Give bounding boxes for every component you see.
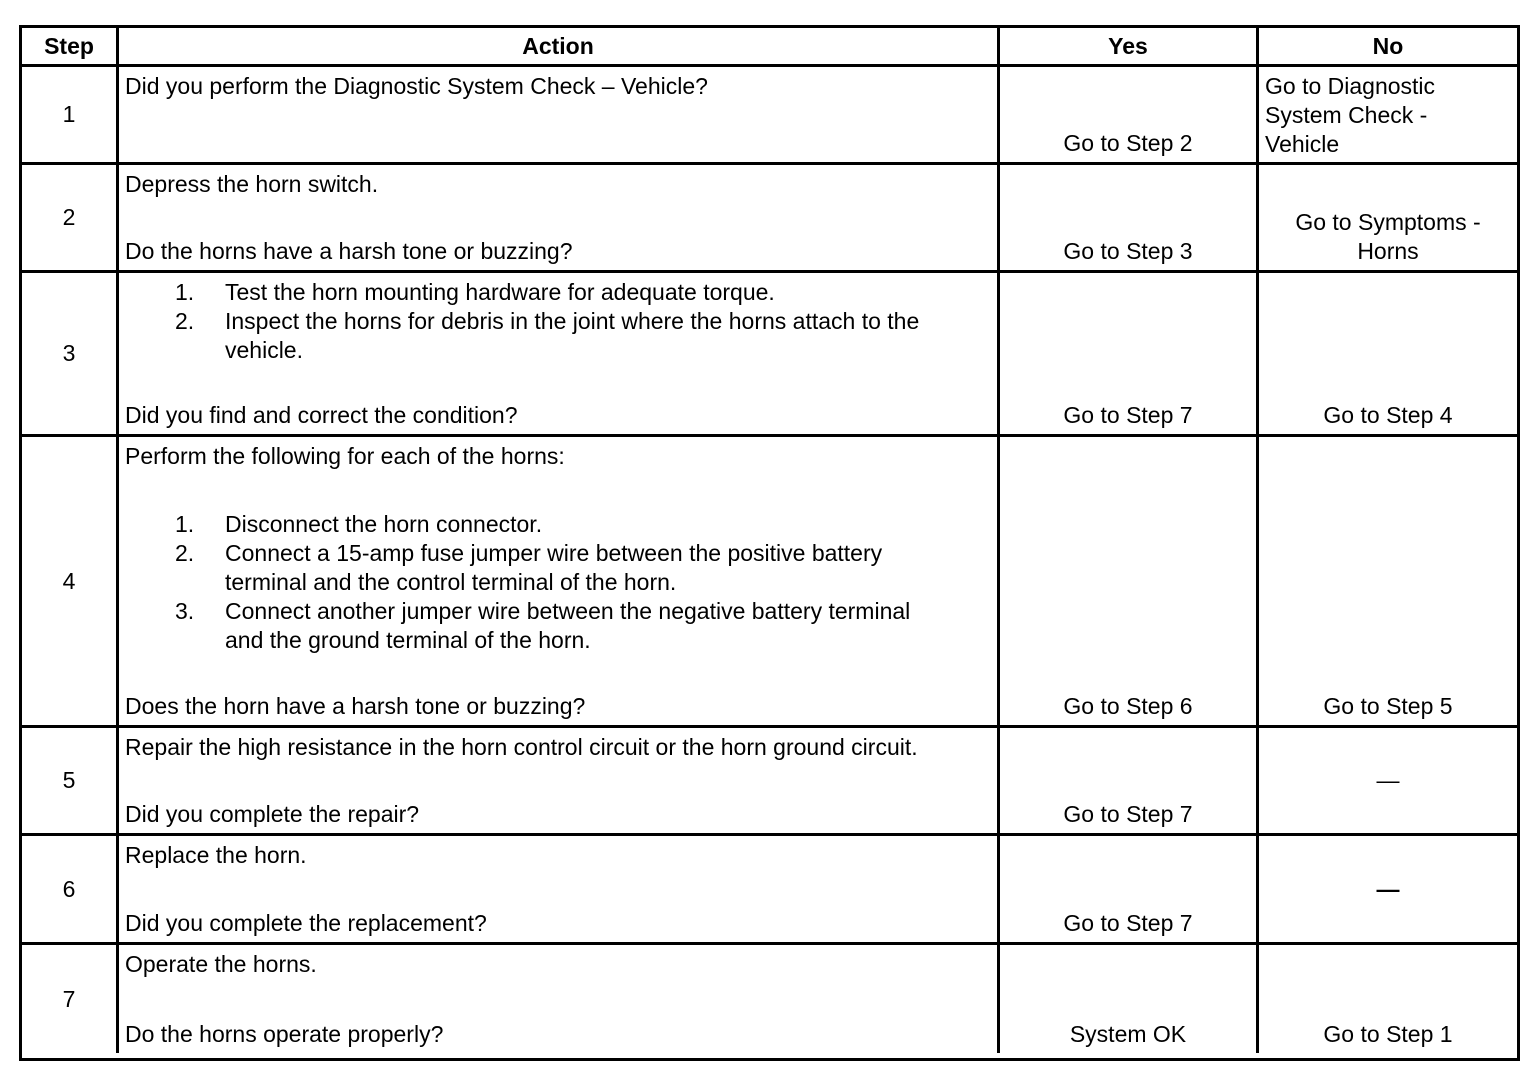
yes-cell [1000,945,1259,1053]
list-item [125,510,991,539]
action-steps-list [125,278,991,365]
list-item-number: 1. [175,511,195,537]
step-number: 4 [22,437,119,728]
action-cell [119,945,1000,1053]
yes-text: Go to Step 7 [1063,402,1193,428]
list-item-text-line: Connect another jumper wire between the negative battery terminal [225,598,911,624]
header-action: Action [119,28,1000,67]
list-item [125,539,991,597]
yes-cell [1000,67,1259,165]
no-text-line: Go to Symptoms - [1295,209,1481,235]
yes-cell [1000,437,1259,728]
action-question: Do the horns have a harsh tone or buzzing? [125,238,573,264]
yes-text: Go to Step 7 [1063,801,1193,827]
no-cell [1259,273,1517,437]
no-text: Go to Step 5 [1323,693,1453,719]
no-text: Go to Step 4 [1323,402,1453,428]
step-number: 3 [22,273,119,437]
diagnostic-table [19,25,1520,1061]
list-item-text-line: Connect a 15-amp fuse jumper wire between the positive battery [225,540,883,566]
action-intro: Depress the horn switch. [125,171,379,197]
list-item [125,307,991,365]
action-question: Did you complete the repair? [125,801,420,827]
action-cell [119,273,1000,437]
action-cell [119,728,1000,836]
list-item-number: 1. [175,279,195,305]
header-no: No [1259,28,1517,67]
yes-text: Go to Step 3 [1063,238,1193,264]
yes-cell [1000,836,1259,945]
no-dash: — [1376,875,1400,902]
yes-text: Go to Step 7 [1063,910,1193,936]
no-text-line: Horns [1357,238,1419,264]
yes-text: Go to Step 2 [1063,130,1193,156]
header-step: Step [22,28,119,67]
no-text-line: System Check - [1265,102,1428,128]
step-number: 5 [22,728,119,836]
action-question: Do the horns operate properly? [125,1021,444,1047]
action-cell [119,836,1000,945]
no-text-line: Vehicle [1265,131,1340,157]
list-item-number: 3. [175,598,195,624]
action-intro: Perform the following for each of the horns: [125,443,565,469]
no-text: Go to Step 1 [1323,1021,1453,1047]
list-item-text-line: Disconnect the horn connector. [225,511,543,537]
list-item-number: 2. [175,308,195,334]
list-item-number: 2. [175,540,195,566]
yes-text: Go to Step 6 [1063,693,1193,719]
no-text-line: Go to Diagnostic [1265,73,1436,99]
action-cell [119,67,1000,165]
list-item [125,597,991,655]
list-item-text-line: and the ground terminal of the horn. [225,627,591,653]
no-cell [1259,165,1517,273]
no-cell [1259,67,1517,165]
action-question: Did you complete the replacement? [125,910,487,936]
action-question: Did you perform the Diagnostic System Check – Vehicle? [125,73,708,99]
action-intro: Replace the horn. [125,842,307,868]
yes-cell [1000,273,1259,437]
list-item-text-line: terminal and the control terminal of the horn. [225,569,677,595]
action-question: Did you find and correct the condition? [125,402,518,428]
no-cell [1259,836,1517,945]
yes-cell [1000,165,1259,273]
action-intro: Operate the horns. [125,951,317,977]
yes-cell [1000,728,1259,836]
action-cell [119,165,1000,273]
no-cell [1259,945,1517,1053]
list-item-text-line: vehicle. [225,337,303,363]
action-question: Does the horn have a harsh tone or buzzing? [125,693,586,719]
step-number: 6 [22,836,119,945]
header-yes: Yes [1000,28,1259,67]
yes-text: System OK [1069,1021,1187,1047]
no-cell [1259,728,1517,836]
action-steps-list [125,510,991,655]
step-number: 1 [22,67,119,165]
action-intro: Repair the high resistance in the horn control circuit or the horn ground circuit. [125,734,918,760]
no-cell [1259,437,1517,728]
step-number: 7 [22,945,119,1053]
no-dash: — [1376,767,1400,793]
list-item-text: Test the horn mounting hardware for adequate torque. [225,279,775,305]
list-item-text-line: Inspect the horns for debris in the joint where the horns attach to the [225,308,920,334]
list-item [125,278,991,307]
step-number: 2 [22,165,119,273]
action-cell [119,437,1000,728]
